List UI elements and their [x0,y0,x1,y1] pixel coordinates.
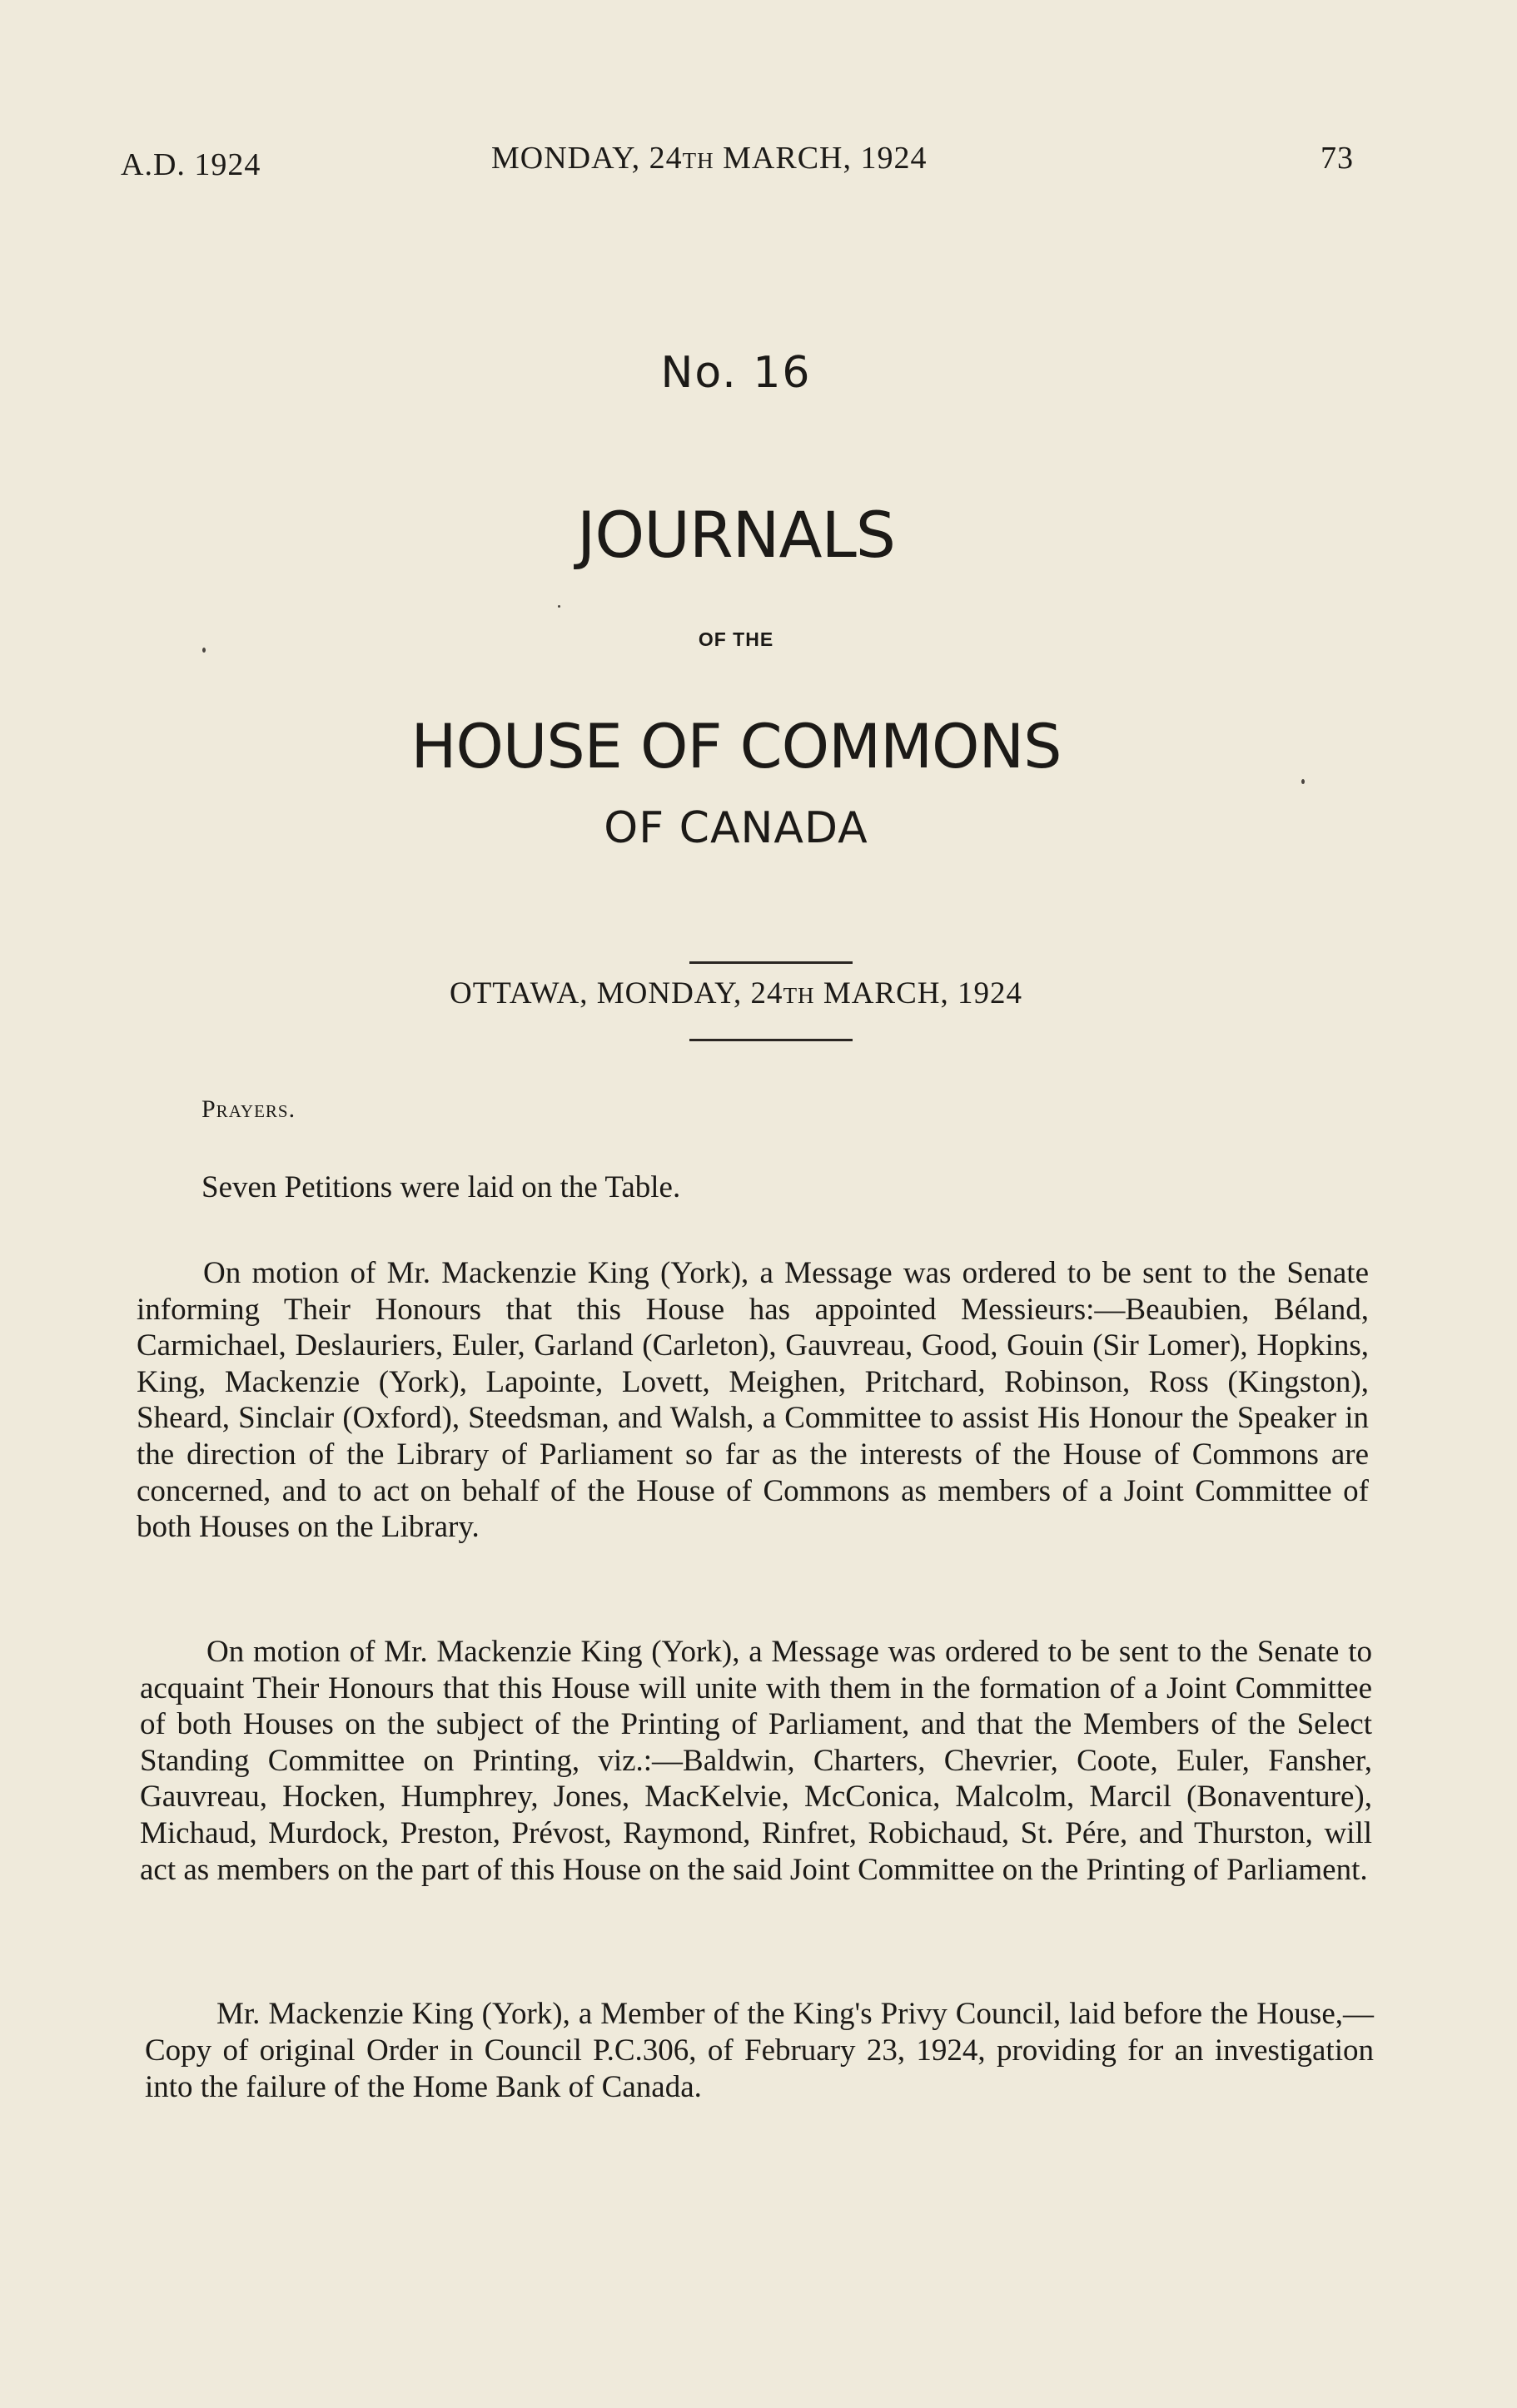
running-head-date [491,140,928,176]
journals-title: JOURNALS [576,498,896,572]
running-head-year: A.D. 1924 [121,147,261,182]
running-head [0,140,1517,190]
petitions-paragraph: Seven Petitions were laid on the Table. [201,1170,681,1204]
dateline-day: OTTAWA, MONDAY, 24 [449,976,783,1010]
printing-committee-paragraph: On motion of Mr. Mackenzie King (York), a Message was ordered to be sent to the Senate to acquaint Their Honours that this House will unite with them in the formation of a Joint Committee of both Houses on the subject of the Printing of Parliament, and that the Members of the Select Standing Committee on Printing, viz.:—Baldwin, Charters, Chevrier, Coote, Euler, Fansher, Gauvreau, Hocken, Humphrey, Jones, MacKelvie, McConica, Malcolm, Marcil (Bonaventure), Michaud, Murdock, Preston, Prévost, Raymond, Rinfret, Robichaud, St. Pére, and Thurston, will act as members on the part of this House on the said Joint Committee on the Printing of Parliament. [140,1635,1372,1887]
paper-speck [558,605,560,608]
house-of-commons-title: HOUSE OF COMMONS [410,712,1062,782]
paper-speck [202,648,206,653]
dateline-month: MARCH, 1924 [814,976,1023,1010]
divider-bottom [689,1039,853,1041]
dateline [0,976,1472,1011]
divider-top [689,961,853,964]
page-number: 73 [1321,141,1354,176]
dateline-ordinal: TH [783,983,815,1008]
paper-speck [1301,779,1305,784]
running-head-date-day: MONDAY, 24 [491,141,683,176]
prayers-heading: Prayers. [201,1095,296,1123]
library-committee-paragraph: On motion of Mr. Mackenzie King (York), a Message was ordered to be sent to the Senate informing Their Honours that this House has appointed Messieurs:—Beaubien, Béland, Carmichael, Deslauriers, Euler, Garland (Carleton), Gauvreau, Good, Gouin (Sir Lomer), Hopkins, King, Mackenzie (York), Lapointe, Lovett, Meighen, Pritchard, Robinson, Ross (Kingston), Sheard, Sinclair (Oxford), Steedsman, and Walsh, a Committee to assist His Honour the Speaker in the direction of the Library of Parliament so far as the interests of the House of Commons are concerned, and to act on behalf of the House of Commons as members of a Joint Committee of both Houses on the Library. [137,1256,1369,1545]
of-canada-title: OF CANADA [604,803,868,853]
issue-number: No. 16 [660,348,812,398]
running-head-date-ordinal: TH [682,148,714,173]
order-in-council-paragraph: Mr. Mackenzie King (York), a Member of the King's Privy Council, laid before the House,—Copy of original Order in Council P.C.306, of February 23, 1924, providing for an investigation into the failure of the Home Bank of Canada. [145,1997,1374,2104]
of-the-label: OF THE [698,628,774,650]
running-head-date-month: MARCH, 1924 [714,141,928,176]
